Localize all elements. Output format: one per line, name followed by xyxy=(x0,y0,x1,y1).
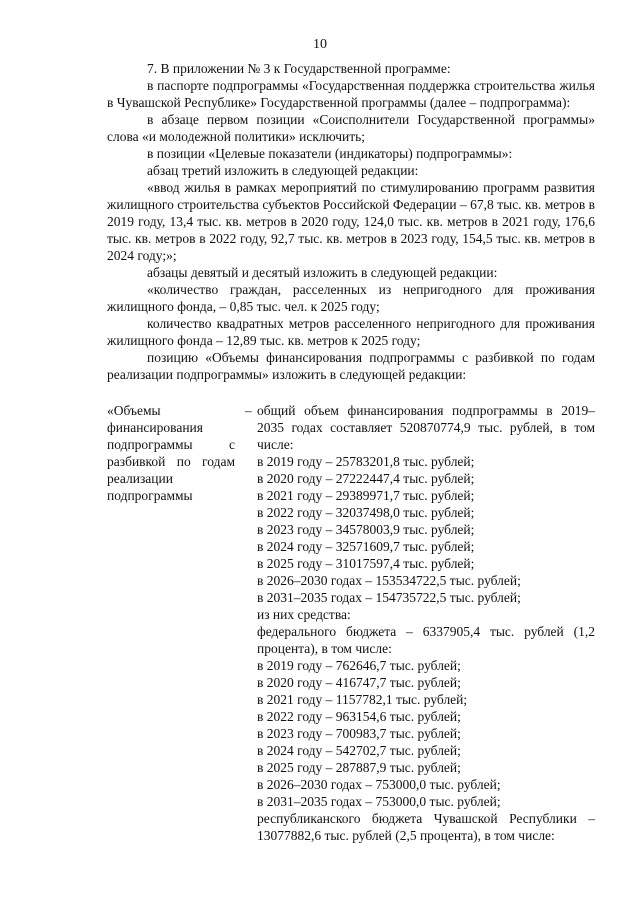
paragraph-subprogram-passport: в паспорте подпрограммы «Государственная поддержка строительства жилья в Чувашской Республике» Государственной программы (далее – подпрограмма): xyxy=(107,78,595,110)
financing-sources-heading: из них средства: xyxy=(257,607,351,622)
paragraph-financing-position: позицию «Объемы финансирования подпрограммы с разбивкой по годам реализации подпрограммы» изложить в следующей редакции: xyxy=(107,350,595,382)
financing-year-2023: в 2023 году – 34578003,9 тыс. рублей; xyxy=(257,522,475,537)
republican-budget-total: республиканского бюджета Чувашской Республики – 13077882,6 тыс. рублей (2,5 процента), в том числе: xyxy=(257,811,595,843)
paragraph-ninth-tenth: абзацы девятый и десятый изложить в следующей редакции: xyxy=(147,265,498,280)
financing-years-2026-2030: в 2026–2030 годах – 153534722,5 тыс. рублей; xyxy=(257,573,521,588)
financing-year-2020: в 2020 году – 27222447,4 тыс. рублей; xyxy=(257,471,475,486)
paragraph-citizens-resettled: «количество граждан, расселенных из непригодного для проживания жилищного фонда, – 0,85 тыс. чел. к 2025 году; xyxy=(107,282,595,314)
financing-year-2024: в 2024 году – 32571609,7 тыс. рублей; xyxy=(257,539,475,554)
financing-year-2021: в 2021 году – 29389971,7 тыс. рублей; xyxy=(257,488,475,503)
federal-year-2022: в 2022 году – 963154,6 тыс. рублей; xyxy=(257,709,461,724)
paragraph-co-executors: в абзаце первом позиции «Соисполнители Государственной программы» слова «и молодежной политики» исключить; xyxy=(107,112,595,144)
federal-budget-total: федерального бюджета – 6337905,4 тыс. рублей (1,2 процента), в том числе: xyxy=(257,624,595,656)
document-body xyxy=(107,60,595,383)
federal-year-2021: в 2021 году – 1157782,1 тыс. рублей; xyxy=(257,692,468,707)
federal-year-2020: в 2020 году – 416747,7 тыс. рублей; xyxy=(257,675,461,690)
financing-dash: – xyxy=(245,403,252,418)
financing-label-cell: «Объемы финансирования подпрограммы с разбивкой по годам реализации подпрограммы xyxy=(107,403,235,503)
paragraph-item-7: 7. В приложении № 3 к Государственной программе: xyxy=(147,61,451,76)
financing-years-2031-2035: в 2031–2035 годах – 154735722,5 тыс. рублей; xyxy=(257,590,521,605)
federal-year-2024: в 2024 году – 542702,7 тыс. рублей; xyxy=(257,743,461,758)
paragraph-square-meters: количество квадратных метров расселенного непригодного для проживания жилищного фонда – 12,89 тыс. кв. метров к 2025 году; xyxy=(107,316,595,348)
page-number: 10 xyxy=(313,37,327,52)
federal-year-2019: в 2019 году – 762646,7 тыс. рублей; xyxy=(257,658,461,673)
paragraph-housing-input: «ввод жилья в рамках мероприятий по стимулированию программ развития жилищного строительства субъектов Российской Федерации – 67,8 тыс. кв. метров в 2019 году, 13,4 тыс. кв. метров в 2020 году, 124,0 тыс. кв. метров в 2021 году, 176,6 тыс. кв. метров в 2022 году, 92,7 тыс. кв. метров в 2023 году, 154,5 тыс. кв. метров в 2024 году;»; xyxy=(107,180,595,263)
financing-year-2019: в 2019 году – 25783201,8 тыс. рублей; xyxy=(257,454,475,469)
federal-years-2026-2030: в 2026–2030 годах – 753000,0 тыс. рублей; xyxy=(257,777,501,792)
financing-values-cell xyxy=(257,402,595,844)
financing-total: общий объем финансирования подпрограммы в 2019–2035 годах составляет 520870774,9 тыс. рублей, в том числе: xyxy=(257,403,595,452)
paragraph-target-indicators: в позиции «Целевые показатели (индикаторы) подпрограммы»: xyxy=(147,146,513,161)
financing-year-2025: в 2025 году – 31017597,4 тыс. рублей; xyxy=(257,556,475,571)
federal-years-2031-2035: в 2031–2035 годах – 753000,0 тыс. рублей; xyxy=(257,794,501,809)
financing-year-2022: в 2022 году – 32037498,0 тыс. рублей; xyxy=(257,505,475,520)
federal-year-2023: в 2023 году – 700983,7 тыс. рублей; xyxy=(257,726,461,741)
federal-year-2025: в 2025 году – 287887,9 тыс. рублей; xyxy=(257,760,461,775)
paragraph-third-abzac: абзац третий изложить в следующей редакции: xyxy=(147,163,419,178)
